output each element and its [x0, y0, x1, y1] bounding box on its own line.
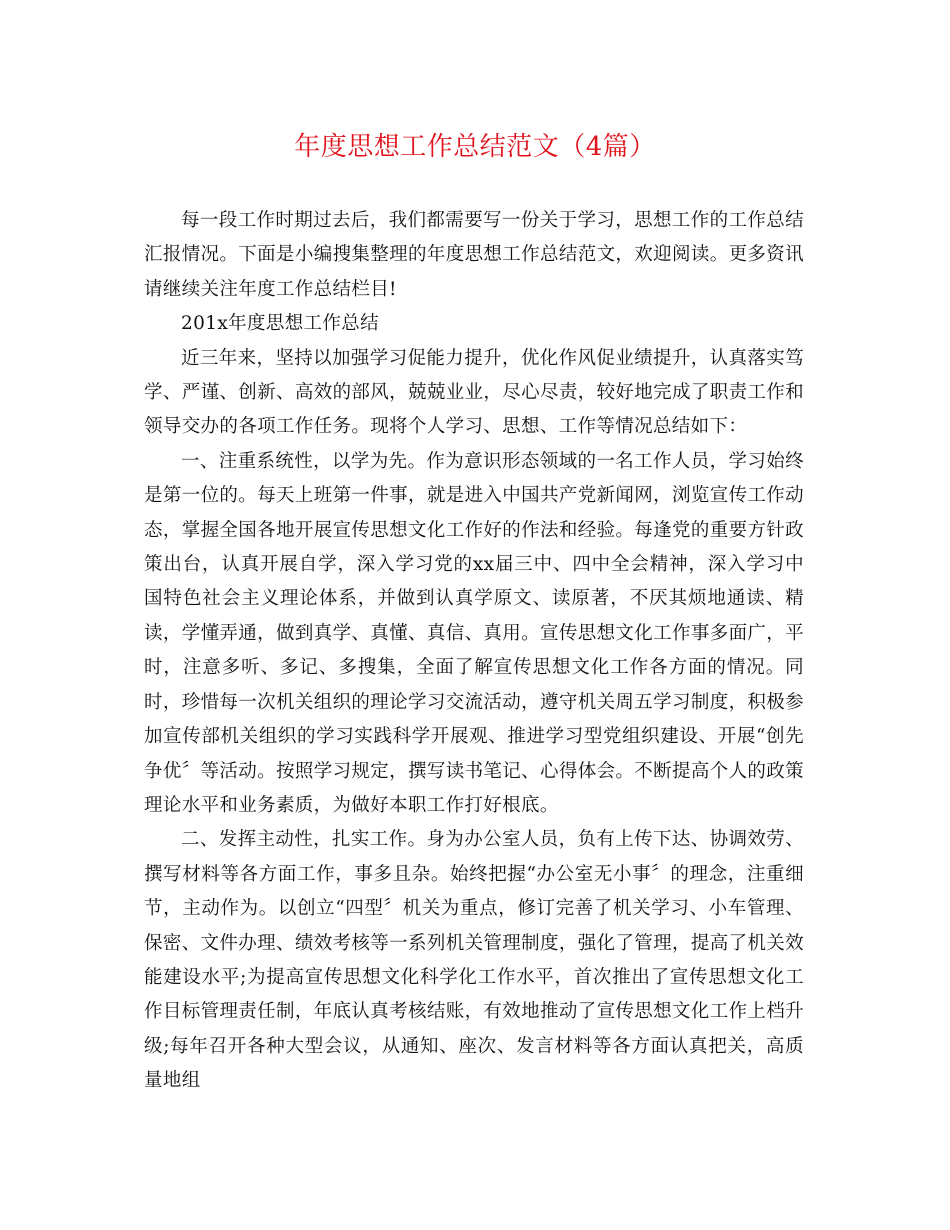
- intro-paragraph: 每一段工作时期过去后，我们都需要写一份关于学习，思想工作的工作总结汇报情况。下面是小编搜集整理的年度思想工作总结范文，欢迎阅读。更多资讯请继续关注年度工作总结栏目!: [144, 210, 804, 300]
- point-two-paragraph: 二、发挥主动性，扎实工作。身为办公室人员，负有上传下达、协调效劳、撰写材料等各方面工作，事多且杂。始终把握“办公室无小事〞的理念，注重细节，主动作为。以创立“四型〞机关为重点，修订完善了机关学习、小车管理、保密、文件办理、绩效考核等一系列机关管理制度，强化了管理，提高了机关效能建设水平;为提高宣传思想文化科学化工作水平，首次推出了宣传思想文化工作目标管理责任制，年底认真考核结账，有效地推动了宣传思想文化工作上档升级;每年召开各种大型会议，从通知、座次、发言材料等各方面认真把关，高质量地组: [144, 829, 804, 1092]
- document-title: 年度思想工作总结范文（4篇）: [294, 132, 656, 162]
- point-one-paragraph: 一、注重系统性，以学为先。作为意识形态领域的一名工作人员，学习始终是第一位的。每天上班第一件事，就是进入中国共产党新闻网，浏览宣传工作动态，掌握全国各地开展宣传思想文化工作好的作法和经验。每逢党的重要方针政策出台，认真开展自学，深入学习党的xx届三中、四中全会精神，深入学习中国特色社会主义理论体系，并做到认真学原文、读原著，不厌其烦地通读、精读，学懂弄通，做到真学、真懂、真信、真用。宣传思想文化工作事多面广，平时，注意多听、多记、多搜集，全面了解宣传思想文化工作各方面的情况。同时，珍惜每一次机关组织的理论学习交流活动，遵守机关周五学习制度，积极参加宣传部机关组织的学习实践科学开展观、推进学习型党组织建设、开展“创先争优〞等活动。按照学习规定，撰写读书笔记、心得体会。不断提高个人的政策理论水平和业务素质，为做好本职工作打好根底。: [144, 450, 804, 816]
- summary-paragraph: 近三年来，坚持以加强学习促能力提升，优化作风促业绩提升，认真落实笃学、严谨、创新、高效的部风，兢兢业业，尽心尽责，较好地完成了职责工作和领导交办的各项工作任务。现将个人学习、思想、工作等情况总结如下：: [144, 347, 804, 438]
- document-body: [144, 204, 804, 1099]
- section-heading: 201x年度思想工作总结: [181, 313, 379, 335]
